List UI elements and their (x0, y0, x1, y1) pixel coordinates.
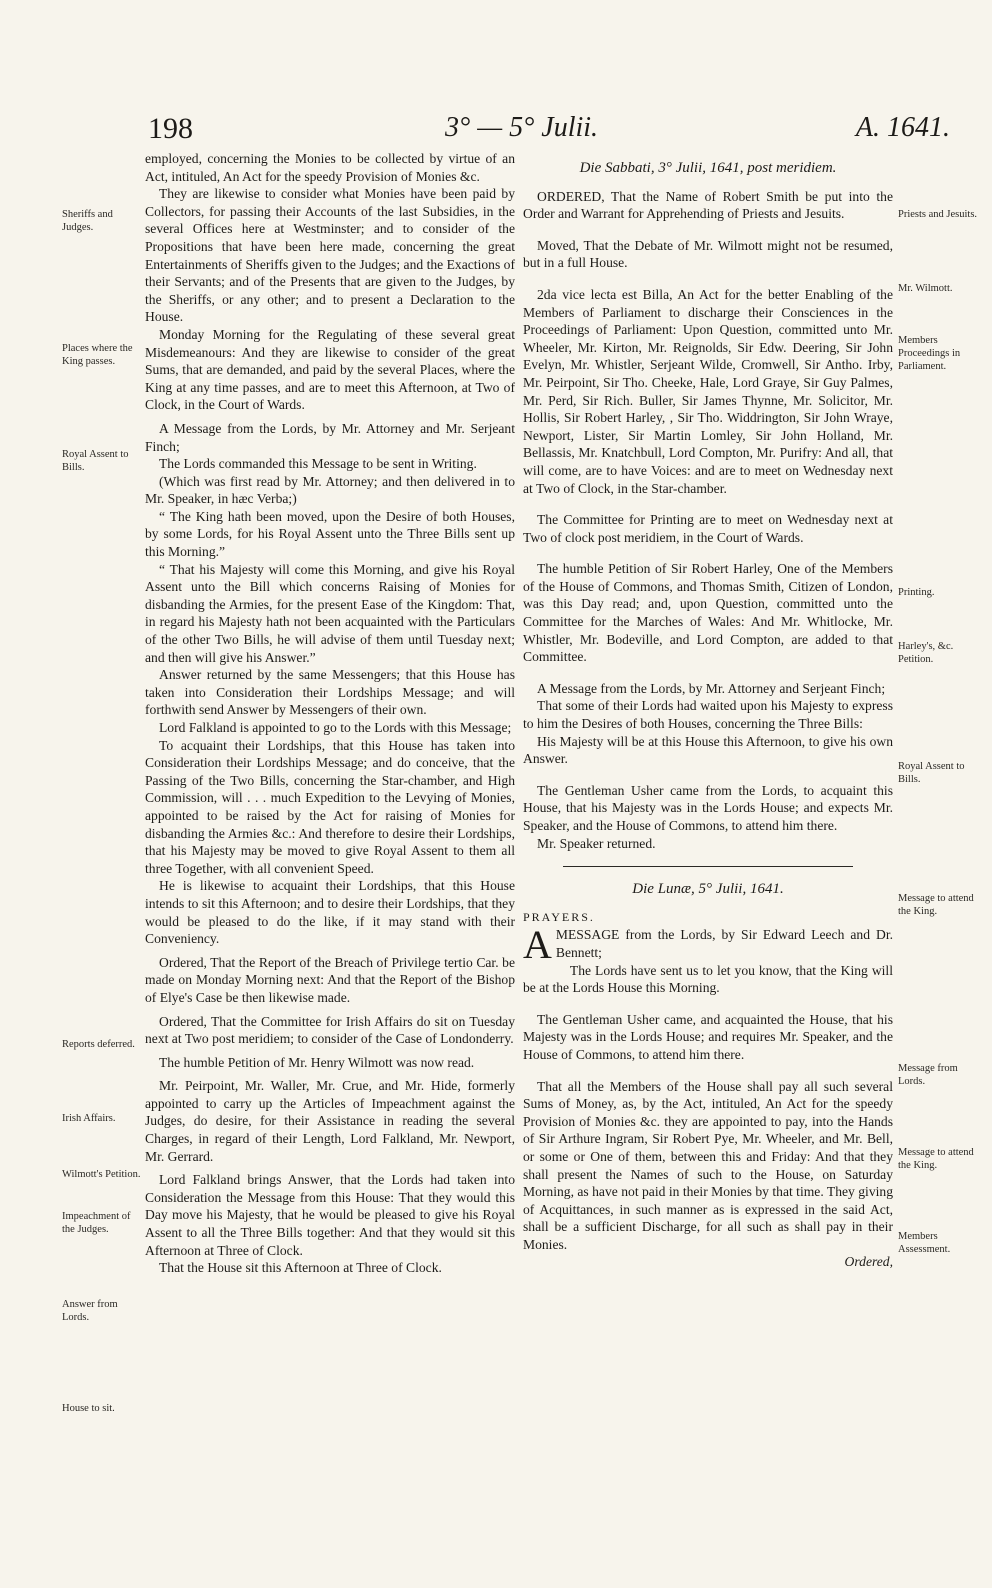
paragraph: “ The King hath been moved, upon the Desire of both Houses, by some Lords, for his Royal Assent unto the Three Bills sent up this Morning.” (145, 508, 515, 560)
paragraph: The Lords commanded this Message to be sent in Writing. (159, 456, 477, 472)
paragraph: Answer returned by the same Messengers; that this House has taken into Consideration their Lordships Message; and will forthwith send Answer by Messengers of their own. (145, 667, 515, 718)
margin-note: Priests and Jesuits. (898, 209, 978, 220)
paragraph: Ordered, That the Report of the Breach of Privilege tertio Car. be made on Monday Morning next: And that the Report of the Bishop of Elye's Case be then likewise made. (145, 954, 515, 1005)
left-column (145, 150, 515, 1277)
margin-note: Harley's, &c. Petition. (898, 641, 954, 665)
paragraph: The Committee for Printing are to meet on Wednesday next at Two of clock post meridiem, in the Court of Wards. (523, 512, 893, 545)
margin-note: Sheriffs and Judges. (62, 209, 113, 233)
paragraph: The Lords have sent us to let you know, that the King will be at the Lords House this Morning. (523, 962, 893, 996)
margin-note: Impeachment of the Judges. (62, 1211, 131, 1235)
paragraph: Ordered, That the Committee for Irish Affairs do sit on Tuesday next at Two post meridiem; to consider of the Case of Londonderry. (145, 1013, 515, 1047)
margin-note: Places where the King passes. (62, 343, 133, 367)
paragraph: His Majesty will be at this House this Afternoon, to give his own Answer. (523, 733, 893, 767)
paragraph: Mr. Speaker returned. (537, 835, 656, 851)
margin-note: Printing. (898, 587, 935, 598)
paragraph: ORDERED, That the Name of Robert Smith be put into the Order and Warrant for Apprehending of Priests and Jesuits. (523, 188, 893, 222)
margin-note: Message to attend the King. (898, 1147, 974, 1171)
running-year: A. 1641. (855, 112, 950, 143)
paragraph: They are likewise to consider what Monies have been paid by Collectors, for passing their Accounts of the last Subsidies, in the several Offices here at Westminster; and to consider of the Propositions that have been here made, concerning the great Entertainments of Sheriffs given to the Judges; and the Exactions of their Servants; and of the Presents that are given to the Judges, by the Sheriffs, or any other; and to present a Declaration to the House. (145, 186, 515, 325)
right-column (523, 150, 893, 1271)
page-number: 198 (148, 112, 193, 145)
paragraph: That the House sit this Afternoon at Three of Clock. (159, 1260, 442, 1276)
margin-note: Members Proceedings in Parliament. (898, 335, 961, 372)
catchword: Ordered, (844, 1254, 893, 1270)
paragraph: That some of their Lords had waited upon his Majesty to express to him the Desires of both Houses, concerning the Three Bills: (523, 698, 893, 732)
paragraph: The humble Petition of Sir Robert Harley, One of the Members of the House of Commons, and Thomas Smith, Citizen of London, was this Day read; and, upon Question, committed unto the Committee for the Marches of Wales: And Mr. Whitlocke, Mr. Whistler, Mr. Bodeville, and Lord Compton, are added to that Committee. (523, 561, 893, 665)
paragraph: The Gentleman Usher came, and acquainted the House, that his Majesty was in the Lords House; and requires Mr. Speaker, and the House of Commons, to attend him there. (523, 1011, 893, 1062)
paragraph: That all the Members of the House shall pay all such several Sums of Money, as, by the Act, intituled, An Act for the speedy Provision of Monies &c. they are appointed to pay, into the Hands of Sir Arthure Ingram, Sir Robert Pye, Mr. Wheeler, and Mr. Bell, or some or One of them, between this and Friday: And that they shall present the Names of such to the House, on Saturday Morning, as have not paid in their Monies by that time. They giving of Acquittances, in such manner as is expressed in the said Act, shall be a sufficient Discharge, for all such as shall pay in their Monies. (523, 1078, 893, 1252)
margin-note: House to sit. (62, 1403, 115, 1414)
paragraph: He is likewise to acquaint their Lordships, that this House intends to sit this Afternoon; and to desire their Lordships, that they would be pleased to do the like, if it may stand with their Conveniency. (145, 878, 515, 947)
paragraph: A Message from the Lords, by Mr. Attorney and Mr. Serjeant Finch; (145, 420, 515, 454)
paragraph: Lord Falkland brings Answer, that the Lords had taken into Consideration the Message from this House: That they would this Day move his Majesty, that he would be pleased to give his Royal Assent to all the Three Bills together: And that they would sit this Afternoon at Three of Clock. (145, 1172, 515, 1258)
paragraph: Lord Falkland is appointed to go to the Lords with this Message; (159, 720, 512, 735)
section-divider (563, 866, 853, 867)
paragraph: A Message from the Lords, by Mr. Attorney and Serjeant Finch; (537, 680, 886, 696)
session-heading: Die Sabbati, 3° Julii, 1641, post meridiem. (579, 160, 837, 176)
drop-cap: A (523, 922, 552, 968)
margin-note: Answer from Lords. (62, 1299, 118, 1323)
running-date: 3° — 5° Julii. (445, 112, 599, 143)
paragraph: employed, concerning the Monies to be collected by virtue of an Act, intituled, An Act for the speedy Provision of Monies &c. (145, 151, 515, 184)
margin-note: Mr. Wilmott. (898, 283, 953, 294)
paragraph: Mr. Peirpoint, Mr. Waller, Mr. Crue, and Mr. Hide, formerly appointed to carry up the Articles of Impeachment against the Judges, do desire, for their Assistance in reading the several Charges, in regard of their Length, Lord Falkland, Mr. Newport, Mr. Gerrard. (145, 1078, 515, 1164)
margin-note: Royal Assent to Bills. (62, 449, 129, 473)
margin-note: Message from Lords. (898, 1063, 958, 1087)
paragraph: Moved, That the Debate of Mr. Wilmott might not be resumed, but in a full House. (523, 237, 893, 271)
paragraph (523, 922, 893, 968)
paragraph: “ That his Majesty will come this Morning, and give his Royal Assent unto the Bill which concerns Raising of Monies for disbanding the Armies, for the present Ease of the Kingdom: That, in regard his Majesty hath not been acquainted with the Particulars of the other Two Bills, he will advise of them until Tuesday next; and then will give his Answer.” (145, 561, 515, 665)
page-header (140, 112, 950, 152)
margin-note: Reports deferred. (62, 1039, 135, 1050)
paragraph: The Gentleman Usher came from the Lords, to acquaint this House, that his Majesty was in the Lords House; and expects Mr. Speaker, and the House of Commons, to attend him there. (523, 782, 893, 833)
margin-note: Message to attend the King. (898, 893, 974, 917)
paragraph: To acquaint their Lordships, that this House has taken into Consideration their Lordships Message; and do conceive, that the Passing of the Two Bills, concerning the Star-chamber, and High Commission, will . . . much Expedition to the Levying of Monies, appointed to be raised by the Act for raising of Monies for disbanding the Armies &c.: And therefore to desire their Lordships, that his Majesty may be moved to give Royal Assent to them all three Together, with all convenient Speed. (145, 737, 515, 876)
paragraph: (Which was first read by Mr. Attorney; and then delivered in to Mr. Speaker, in hæc Verba;) (145, 473, 515, 507)
prayers-label: PRAYERS. (523, 909, 595, 924)
margin-note: Irish Affairs. (62, 1113, 116, 1124)
margin-note: Wilmott's Petition. (62, 1169, 141, 1180)
session-heading: Die Lunæ, 5° Julii, 1641. (632, 881, 784, 898)
margin-note: Royal Assent to Bills. (898, 761, 965, 785)
paragraph: Monday Morning for the Regulating of these several great Misdemeanours: And they are likewise to consider of the great Sums, that are demanded, and paid by the several Places, where the King at any time passes, and are to meet this Afternoon, at Two of Clock, in the Court of Wards. (145, 326, 515, 413)
margin-note: Members Assessment. (898, 1231, 951, 1255)
paragraph: 2da vice lecta est Billa, An Act for the better Enabling of the Members of Parliament to discharge their Consciences in the Proceedings of Parliament: Upon Question, committed unto Mr. Wheeler, Mr. Kirton, Mr. Reignolds, Sir Edw. Deering, Sir John Evelyn, Mr. Whistler, Serjeant Wilde, Cromwell, Sir Antho. Irby, Mr. Peirpoint, Sir Tho. Cheeke, Hale, Lord Graye, Sir Guy Palmes, Mr. Perd, Sir Rich. Buller, Sir James Thynne, Mr. Solicitor, Mr. Hollis, Sir Robert Harley, , Sir Tho. Widdrington, Sir John Wraye, Newport, Lister, Sir Martin Lomley, Sir John Holland, Mr. Bellassis, Mr. Knatchbull, Lord Compton, Mr. Purifry: And all, that will come, are to have Voices: and are to meet on Wednesday next at Two of Clock, in the Star-chamber. (523, 286, 893, 496)
paragraph-text: MESSAGE from the Lords, by Sir Edward Leech and Dr. Bennett; (555, 927, 893, 960)
paragraph: The humble Petition of Mr. Henry Wilmott was now read. (159, 1054, 475, 1070)
